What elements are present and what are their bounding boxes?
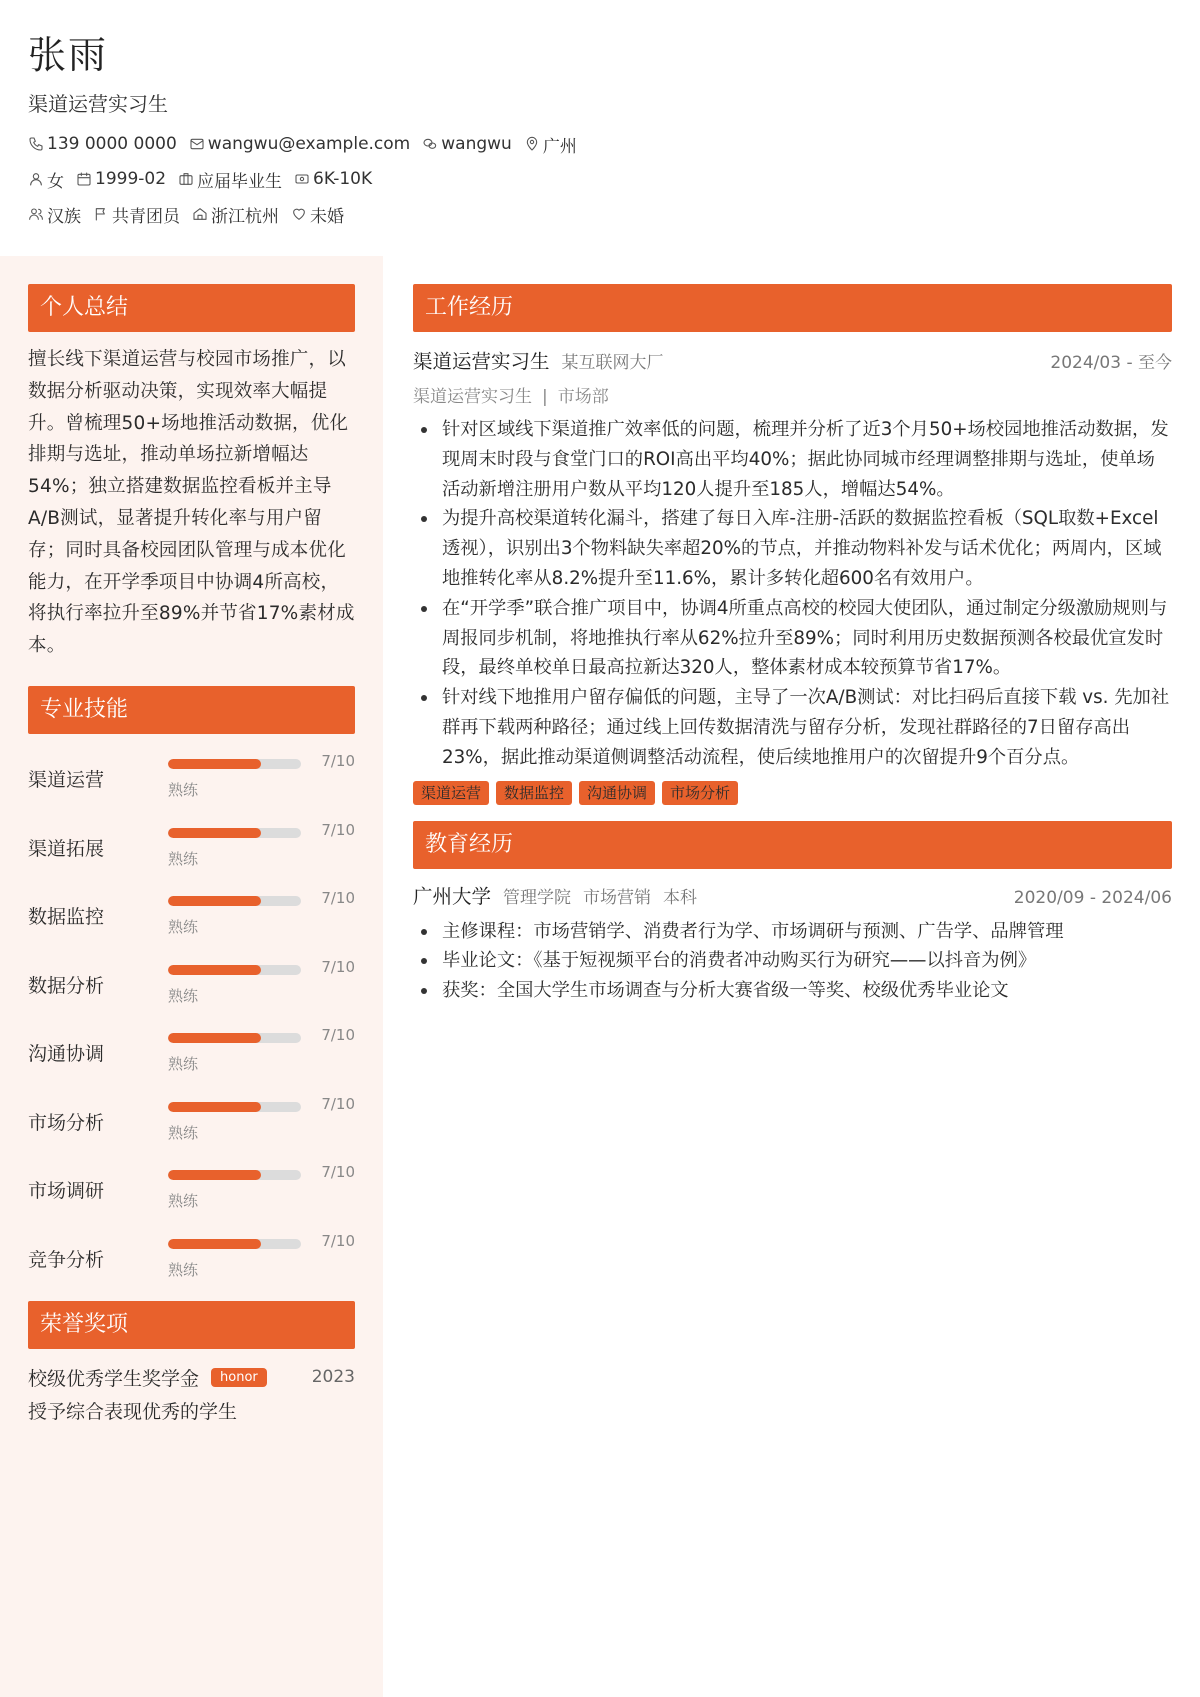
skill-bar-fill bbox=[168, 1102, 261, 1112]
skill-row bbox=[28, 1154, 355, 1223]
ethnicity-text: 汉族 bbox=[47, 206, 81, 227]
summary-heading: 个人总结 bbox=[28, 284, 355, 332]
skill-name: 竞争分析 bbox=[28, 1248, 105, 1271]
birth-item bbox=[76, 169, 166, 189]
skill-bar-fill bbox=[168, 759, 261, 769]
skill-bar-track bbox=[168, 759, 301, 769]
skill-bar-fill bbox=[168, 1170, 261, 1180]
job-bullet: 在“开学季”联合推广项目中，协调4所重点高校的校园大使团队，通过制定分级激励规则与周报同步机制，将地推执行率从62%拉升至89%；同时利用历史数据预测各校最优宣发时段，最终单校单日最高拉新达320人，整体素材成本较预算节省17%。 bbox=[413, 594, 1172, 683]
skill-level: 熟练 bbox=[168, 1123, 199, 1142]
honor-description: 授予综合表现优秀的学生 bbox=[28, 1401, 238, 1423]
heart-icon bbox=[291, 206, 307, 222]
candidate-role: 渠道运营实习生 bbox=[28, 92, 168, 116]
money-icon bbox=[294, 171, 310, 187]
skill-bar-track bbox=[168, 1170, 301, 1180]
politics-item bbox=[93, 202, 180, 227]
degree-name: 本科 bbox=[663, 887, 698, 908]
skill-name: 渠道拓展 bbox=[28, 837, 105, 860]
skill-row bbox=[28, 1223, 355, 1292]
job-tag: 渠道运营 bbox=[413, 781, 489, 805]
extra-row bbox=[28, 202, 1168, 226]
job-tags bbox=[413, 781, 1172, 805]
calendar-icon bbox=[76, 171, 92, 187]
main-column bbox=[413, 284, 1172, 1006]
skill-level: 熟练 bbox=[168, 849, 199, 868]
education-bullet: 主修课程：市场营销学、消费者行为学、市场调研与预测、广告学、品牌管理 bbox=[413, 917, 1172, 947]
skill-name: 渠道运营 bbox=[28, 769, 105, 791]
skill-score: 7/10 bbox=[321, 1163, 355, 1181]
email-text: wangwu@example.com bbox=[207, 134, 411, 154]
work-section bbox=[413, 284, 1172, 805]
wechat-item bbox=[422, 134, 512, 154]
skill-bar-track bbox=[168, 828, 301, 838]
marital-item bbox=[291, 202, 344, 227]
job-bullets bbox=[413, 415, 1172, 773]
honors-heading: 荣誉奖项 bbox=[28, 1301, 355, 1349]
education-date: 2020/09 - 2024/06 bbox=[1013, 887, 1172, 908]
skill-bar-fill bbox=[168, 828, 261, 838]
skill-bar-fill bbox=[168, 965, 261, 975]
skill-level: 熟练 bbox=[168, 986, 199, 1005]
skill-level: 熟练 bbox=[168, 918, 199, 936]
skill-bar-track bbox=[168, 896, 301, 906]
honor-title: 校级优秀学生奖学金 bbox=[28, 1367, 200, 1390]
wechat-icon bbox=[422, 136, 438, 152]
status-text: 应届毕业生 bbox=[197, 171, 283, 192]
skill-score: 7/10 bbox=[321, 1026, 355, 1044]
job-separator: | bbox=[542, 387, 548, 407]
skill-level: 熟练 bbox=[168, 1192, 199, 1210]
politics-text: 共青团员 bbox=[112, 206, 180, 227]
salary-item bbox=[294, 169, 372, 189]
skills-section bbox=[28, 686, 355, 1291]
education-bullets bbox=[413, 917, 1172, 1006]
skill-score: 7/10 bbox=[321, 1231, 355, 1250]
job-bullet: 针对区域线下渠道推广效率低的问题，梳理并分析了近3个月50+场校园地推活动数据，发现周末时段与食堂门口的ROI高出平均40%；据此协同城市经理调整排期与选址，使单场活动新增注册用户数从平均120人提升至185人，增幅达54%。 bbox=[413, 415, 1172, 504]
college-name: 管理学院 bbox=[503, 887, 572, 908]
phone-item bbox=[28, 134, 177, 154]
skill-score: 7/10 bbox=[321, 957, 355, 976]
work-heading: 工作经历 bbox=[413, 284, 1172, 332]
hometown-text: 浙江杭州 bbox=[211, 206, 279, 227]
skill-score: 7/10 bbox=[321, 752, 355, 770]
skill-level: 熟练 bbox=[168, 1055, 199, 1073]
education-header bbox=[413, 881, 1172, 909]
honors-section bbox=[28, 1301, 355, 1424]
skill-row bbox=[28, 743, 355, 812]
marital-text: 未婚 bbox=[310, 206, 344, 227]
job-tag: 沟通协调 bbox=[579, 781, 655, 805]
skill-bar-track bbox=[168, 1033, 301, 1043]
skill-name: 数据监控 bbox=[28, 906, 105, 928]
job-bullet: 为提升高校渠道转化漏斗，搭建了每日入库-注册-活跃的数据监控看板（SQL取数+Excel透视），识别出3个物料缺失率超20%的节点，并推动物料补发与话术优化；两周内，区域地推转化率从8.2%提升至11.6%，累计多转化超600名有效用户。 bbox=[413, 504, 1172, 593]
wechat-text: wangwu bbox=[441, 134, 512, 154]
job-date: 2024/03 - 至今 bbox=[1050, 353, 1172, 373]
birth-text: 1999-02 bbox=[95, 169, 167, 189]
city-text: 广州 bbox=[542, 136, 577, 157]
resume-header bbox=[28, 30, 1168, 226]
skill-row bbox=[28, 880, 355, 949]
briefcase-icon bbox=[178, 171, 194, 187]
job-header bbox=[413, 346, 1172, 374]
skill-bar-track bbox=[168, 965, 301, 975]
skills-list bbox=[28, 743, 355, 1291]
skill-row bbox=[28, 1086, 355, 1155]
skill-name: 市场分析 bbox=[28, 1111, 105, 1134]
education-section bbox=[413, 821, 1172, 1006]
skill-name: 数据分析 bbox=[28, 974, 105, 997]
skill-level: 熟练 bbox=[168, 781, 199, 799]
location-pin-icon bbox=[524, 136, 540, 152]
honor-year: 2023 bbox=[311, 1367, 355, 1387]
skill-name: 市场调研 bbox=[28, 1180, 105, 1202]
status-item bbox=[178, 167, 282, 192]
candidate-name: 张雨 bbox=[28, 33, 109, 77]
skill-bar-fill bbox=[168, 1033, 261, 1043]
skill-row bbox=[28, 1017, 355, 1086]
summary-text: 擅长线下渠道运营与校园市场推广，以数据分析驱动决策，实现效率大幅提升。曾梳理50+场地推活动数据，优化排期与选址，推动单场拉新增幅达54%；独立搭建数据监控看板并主导A/B测试，显著提升转化率与用户留存；同时具备校园团队管理与成本优化能力，在开学季项目中协调4所高校，将执行率拉升至89%并节省17%素材成本。 bbox=[28, 349, 355, 657]
skill-bar-track bbox=[168, 1102, 301, 1112]
home-icon bbox=[192, 206, 208, 222]
major-name: 市场营销 bbox=[583, 887, 652, 908]
job-company: 某互联网大厂 bbox=[561, 353, 664, 373]
school-name: 广州大学 bbox=[413, 884, 492, 908]
user-icon bbox=[28, 171, 44, 187]
job-tag: 市场分析 bbox=[662, 781, 738, 805]
personal-row bbox=[28, 167, 1168, 191]
education-bullet: 毕业论文：《基于短视频平台的消费者冲动购买行为研究——以抖音为例》 bbox=[413, 946, 1172, 976]
job-position: 渠道运营实习生 bbox=[413, 387, 532, 407]
skill-score: 7/10 bbox=[321, 820, 355, 839]
skill-score: 7/10 bbox=[321, 1094, 355, 1113]
sidebar bbox=[0, 256, 383, 1697]
email-item bbox=[189, 134, 410, 154]
skill-bar-fill bbox=[168, 1239, 261, 1249]
skills-heading: 专业技能 bbox=[28, 686, 355, 734]
skill-level: 熟练 bbox=[168, 1260, 199, 1279]
skill-name: 沟通协调 bbox=[28, 1043, 105, 1065]
job-tag: 数据监控 bbox=[496, 781, 572, 805]
city-item bbox=[524, 132, 577, 157]
users-icon bbox=[28, 206, 44, 222]
phone-text: 139 0000 0000 bbox=[47, 134, 177, 154]
ethnicity-item bbox=[28, 202, 81, 227]
skill-bar-fill bbox=[168, 896, 261, 906]
job-title: 渠道运营实习生 bbox=[413, 350, 550, 373]
summary-section bbox=[28, 284, 355, 662]
education-heading: 教育经历 bbox=[413, 821, 1172, 869]
gender-text: 女 bbox=[47, 171, 64, 192]
hometown-item bbox=[192, 202, 279, 227]
contact-row bbox=[28, 132, 1168, 156]
phone-icon bbox=[28, 136, 44, 152]
skill-row bbox=[28, 949, 355, 1018]
skill-row bbox=[28, 812, 355, 881]
honor-badge: honor bbox=[211, 1368, 267, 1387]
honor-item bbox=[28, 1363, 355, 1391]
education-bullet: 获奖：全国大学生市场调查与分析大赛省级一等奖、校级优秀毕业论文 bbox=[413, 976, 1172, 1006]
salary-text: 6K-10K bbox=[313, 169, 373, 189]
flag-icon bbox=[93, 206, 109, 222]
gender-item bbox=[28, 167, 64, 192]
skill-bar-track bbox=[168, 1239, 301, 1249]
job-department: 市场部 bbox=[557, 387, 609, 407]
job-bullet: 针对线下地推用户留存偏低的问题，主导了一次A/B测试：对比扫码后直接下载 vs. 先加社群再下载两种路径；通过线上回传数据清洗与留存分析，发现社群路径的7日留存高出23%，据此推动渠道侧调整活动流程，使后续地推用户的次留提升9个百分点。 bbox=[413, 683, 1172, 772]
skill-score: 7/10 bbox=[321, 889, 355, 907]
mail-icon bbox=[189, 136, 205, 152]
job-subline bbox=[413, 382, 1172, 407]
